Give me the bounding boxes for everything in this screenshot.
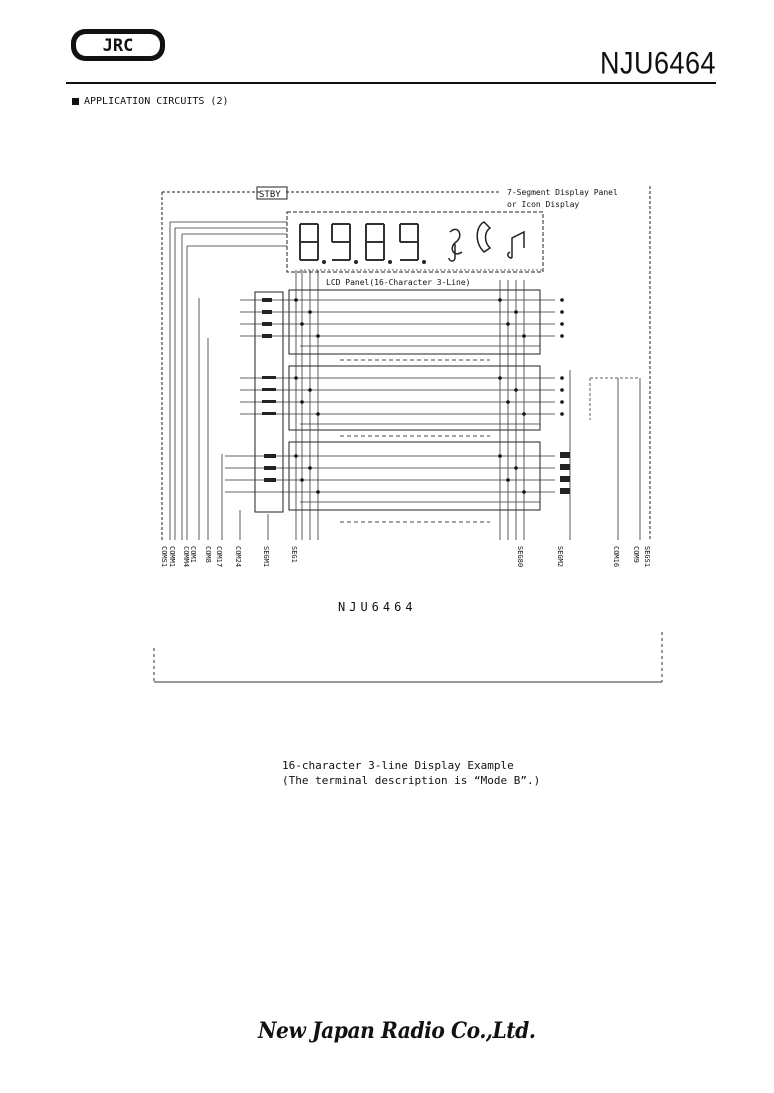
music-note-icon: [508, 232, 524, 258]
phone-icon: [477, 222, 490, 252]
lcd-row-2: [289, 366, 540, 430]
caption-line-2: (The terminal description is “Mode B”.): [282, 774, 541, 787]
pin-seg80: SEG80: [516, 546, 524, 568]
pin-comm1: COMM1: [168, 546, 176, 568]
chip-label: NJU6464: [338, 600, 417, 614]
seven-seg-digits: [300, 224, 418, 260]
figure-caption: [282, 758, 540, 788]
pin-com8: COM8: [204, 546, 212, 563]
treble-clef-icon: [449, 229, 462, 261]
chip-outline: [154, 632, 662, 682]
pin-labels: [160, 546, 651, 567]
pin-coms1: COMS1: [160, 546, 168, 568]
pin-com9: COM9: [632, 546, 640, 563]
section-title-text: APPLICATION CIRCUITS (2): [84, 96, 229, 107]
logo-text: JRC: [102, 36, 134, 56]
lcd-row-3: [289, 442, 540, 510]
pin-segs1: SEGS1: [643, 546, 651, 568]
lcd-panel-label: LCD Panel(16-Character 3-Line): [326, 278, 471, 287]
stby-label: STBY: [259, 190, 281, 200]
pin-comm4: COMM4: [182, 546, 190, 568]
caption-line-1: 16-character 3-line Display Example: [282, 759, 514, 772]
company-footer-logo: New Japan Radio Co.,Ltd.: [258, 1018, 536, 1044]
row-dashed-lines: [340, 360, 490, 522]
pin-com17: COM17: [215, 546, 223, 568]
pin-segm2: SEGM2: [556, 546, 564, 568]
junction-dots: [294, 298, 564, 494]
pin-com24: COM24: [234, 546, 242, 568]
seven-seg-panel-label: 7-Segment Display Panel: [507, 188, 618, 197]
pin-segm1: SEGM1: [262, 546, 270, 568]
part-number: NJU6464: [600, 46, 717, 81]
pin-seg1: SEG1: [290, 546, 298, 563]
pin-com16: COM16: [612, 546, 620, 568]
icon-symbols: [449, 222, 524, 261]
seven-seg-panel-label-2: or Icon Display: [507, 200, 580, 209]
pin-com1: COM1: [189, 546, 197, 563]
